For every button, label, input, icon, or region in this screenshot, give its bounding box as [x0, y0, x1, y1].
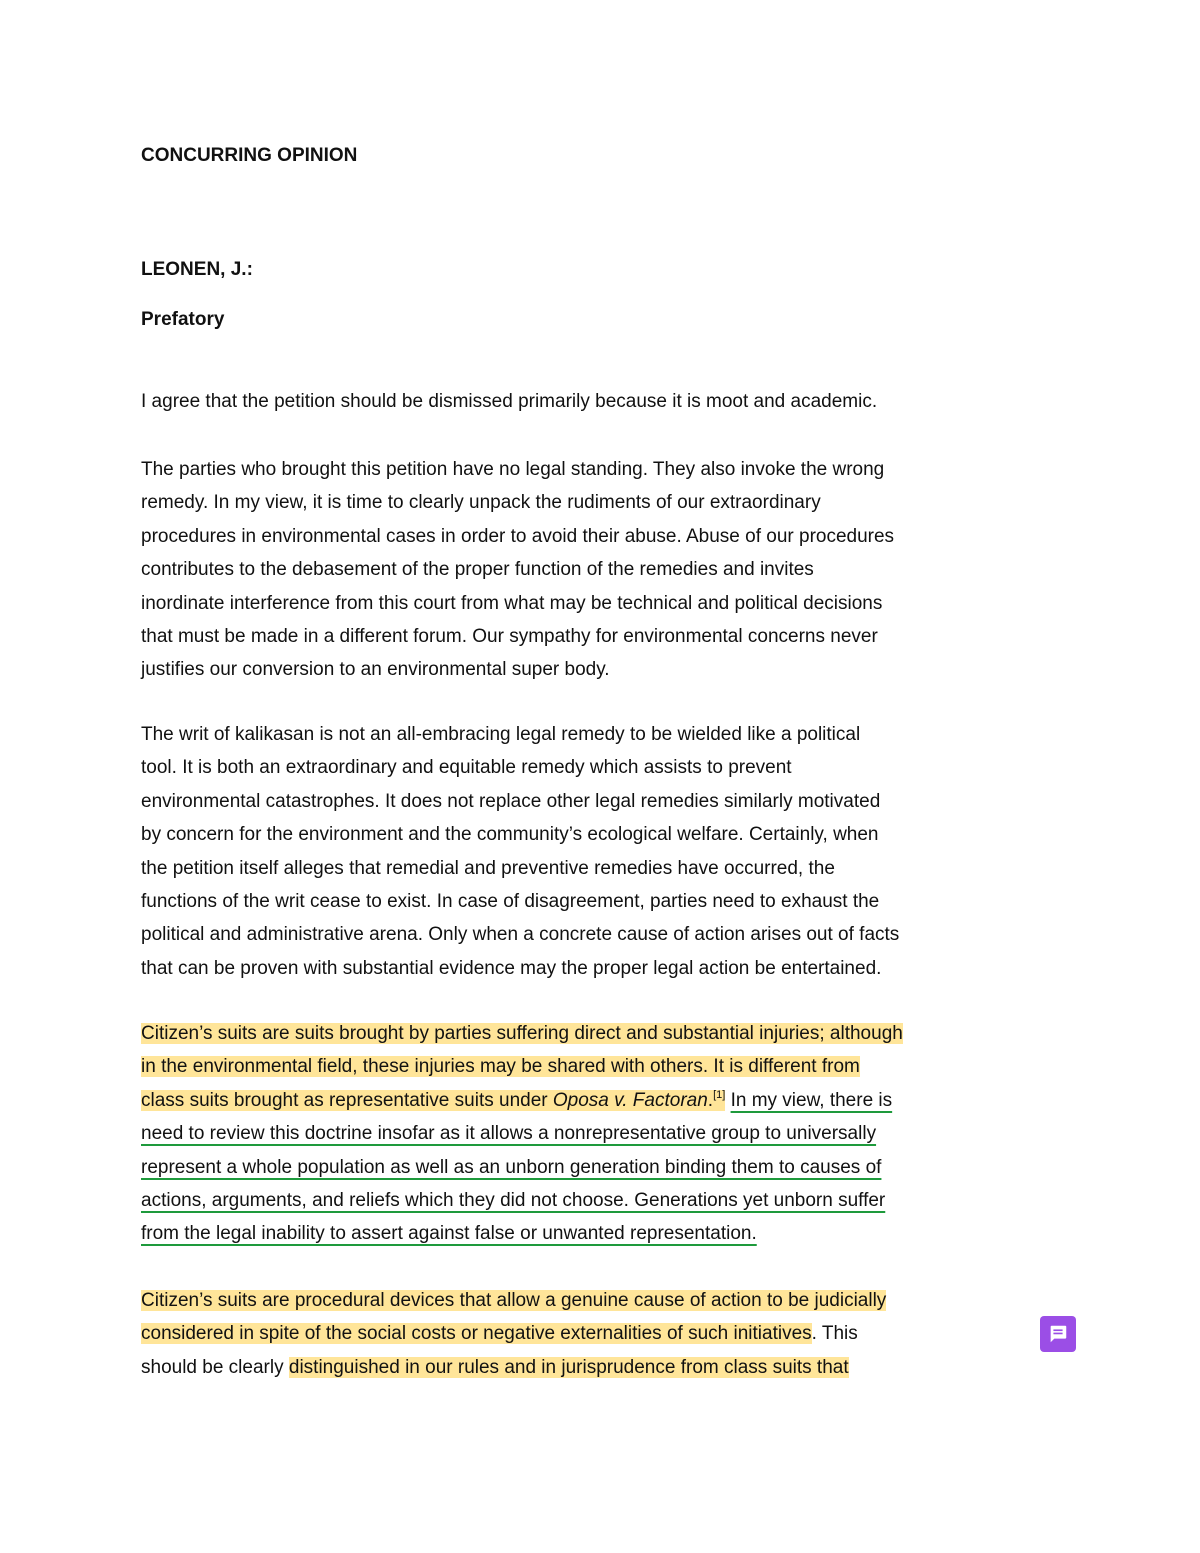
paragraph-line: [141, 1151, 1071, 1184]
paragraph-line: The parties who brought this petition have no legal standing. They also invoke the wrong: [141, 459, 885, 480]
paragraph-line: justifies our conversion to an environmental super body.: [141, 659, 610, 681]
paragraph-line: [141, 1084, 1071, 1117]
paragraph-2: [141, 453, 1071, 687]
footnote-ref[interactable]: [1]: [713, 1088, 726, 1101]
underlined-text[interactable]: need to review this doctrine insofar as it allows a nonrepresentative group to universally: [141, 1123, 877, 1145]
highlighted-text[interactable]: Citizen’s suits are procedural devices that allow a genuine cause of action to be judicially: [141, 1290, 887, 1311]
paragraph-line: environmental catastrophes. It does not replace other legal remedies similarly motivated: [141, 790, 881, 812]
paragraph-line: that can be proven with substantial evidence may the proper legal action be entertained.: [141, 957, 882, 979]
text-run: should be clearly: [141, 1356, 289, 1378]
paragraph-line: contributes to the debasement of the proper function of the remedies and invites: [141, 559, 814, 581]
paragraph-line: The writ of kalikasan is not an all-embracing legal remedy to be wielded like a political: [141, 724, 861, 745]
text-run: class suits brought as representative suits under: [141, 1089, 553, 1111]
text-run: . This: [811, 1323, 858, 1345]
paragraph-line: by concern for the environment and the community’s ecological welfare. Certainly, when: [141, 824, 879, 846]
judge-name: LEONEN, J.:: [141, 259, 253, 280]
paragraph-3: [141, 718, 1071, 985]
paragraph-line: [141, 1117, 1071, 1150]
highlighted-text[interactable]: distinguished in our rules and in jurisprudence from class suits that: [288, 1356, 849, 1378]
paragraph-4: [141, 1017, 1071, 1251]
highlighted-text[interactable]: [141, 1090, 725, 1111]
paragraph-line: [141, 1050, 1071, 1083]
case-name: Oposa v. Factoran: [552, 1089, 708, 1111]
comment-button[interactable]: [1040, 1316, 1076, 1352]
text-run: .: [707, 1089, 714, 1111]
underlined-text[interactable]: In my view, there is: [730, 1089, 893, 1111]
underlined-text[interactable]: from the legal inability to assert against false or unwanted representation.: [141, 1223, 757, 1245]
comment-icon: [1047, 1323, 1069, 1345]
paragraph-line: that must be made in a different forum. Our sympathy for environmental concerns never: [141, 625, 878, 647]
paragraph-line: tool. It is both an extraordinary and equitable remedy which assists to prevent: [141, 757, 792, 779]
paragraph-line: [141, 1217, 1071, 1250]
paragraph-line: [141, 1284, 1071, 1317]
underlined-text[interactable]: actions, arguments, and reliefs which they did not choose. Generations yet unborn suffer: [141, 1189, 886, 1211]
paragraph-line: [141, 1317, 1071, 1350]
highlighted-text[interactable]: Citizen’s suits are suits brought by parties suffering direct and substantial injuries; although: [141, 1023, 903, 1044]
paragraph-line: functions of the writ cease to exist. In case of disagreement, parties need to exhaust the: [141, 890, 880, 912]
highlighted-text[interactable]: considered in spite of the social costs or negative externalities of such initiatives: [141, 1323, 812, 1345]
paragraph-line: inordinate interference from this court from what may be technical and political decisions: [141, 592, 883, 614]
paragraph-line: remedy. In my view, it is time to clearly unpack the rudiments of our extraordinary: [141, 492, 821, 514]
document-title: CONCURRING OPINION: [141, 145, 358, 166]
paragraph-line: political and administrative arena. Only when a concrete cause of action arises out of facts: [141, 924, 900, 946]
underlined-text[interactable]: represent a whole population as well as an unborn generation binding them to causes of: [141, 1156, 882, 1178]
highlighted-text[interactable]: in the environmental field, these injuries may be shared with others. It is different from: [141, 1056, 860, 1078]
paragraph-line: procedures in environmental cases in order to avoid their abuse. Abuse of our procedures: [141, 525, 895, 547]
paragraph-1: [141, 385, 1071, 418]
paragraph-5: [141, 1284, 1071, 1384]
paragraph-line: [141, 1184, 1071, 1217]
paragraph-line: [141, 1017, 1071, 1050]
paragraph-line: [141, 1351, 1071, 1384]
paragraph-line: the petition itself alleges that remedial and preventive remedies have occurred, the: [141, 857, 835, 879]
section-heading: Prefatory: [141, 309, 225, 330]
paragraph-line: I agree that the petition should be dismissed primarily because it is moot and academic.: [141, 391, 878, 412]
